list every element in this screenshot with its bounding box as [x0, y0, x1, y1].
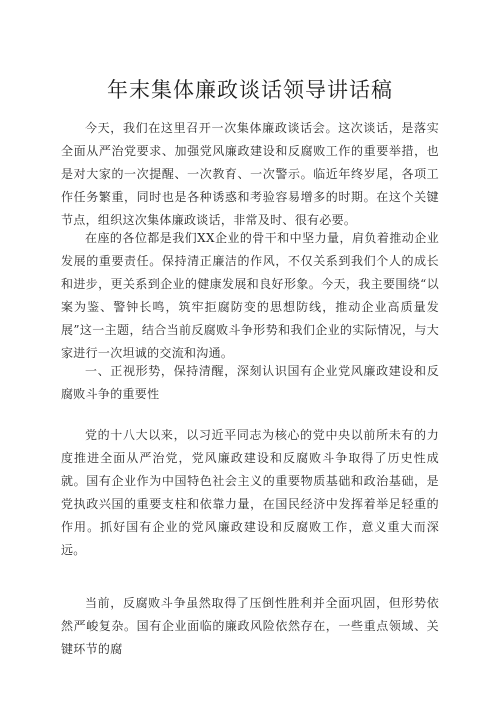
paragraph-intro: 今天，我们在这里召开一次集体廉政谈话会。这次谈话，是落实全面从严治党要求、加强党风廉政建设和反腐败工作的重要举措，也是对大家的一次提醒、一次教育、一次警示。临近年终岁尾，各项工作任务繁重，同时也是各种诱惑和考验容易增多的时期。在这个关键节点，组织这次集体廉政谈话，非常及时、很有必要。: [61, 121, 439, 228]
section-heading-1: 一、正视形势，保持清醒，深刻认识国有企业党风廉政建设和反腐败斗争的重要性: [61, 364, 439, 402]
paragraph-situation: 当前，反腐败斗争虽然取得了压倒性胜利并全面巩固，但形势依然严峻复杂。国有企业面临的廉政风险依然存在，一些重点领域、关键环节的腐: [61, 596, 439, 657]
paragraph-theme: 在座的各位都是我们XX企业的骨干和中坚力量，肩负着推动企业发展的重要责任。保持清正廉洁的作风，不仅关系到我们个人的成长和进步，更关系到企业的健康发展和良好形象。今天，我主要围绕“以案为鉴、警钟长鸣，筑牢拒腐防变的思想防线，推动企业高质量发展”这一主题，结合当前反腐败斗争形势和我们企业的实际情况，与大家进行一次坦诚的交流和沟通。: [61, 231, 439, 361]
paragraph-achievements: 党的十八大以来，以习近平同志为核心的党中央以前所未有的力度推进全面从严治党，党风廉政建设和反腐败斗争取得了历史性成就。国有企业作为中国特色社会主义的重要物质基础和政治基础，是党执政兴国的重要支柱和依靠力量，在国民经济中发挥着举足轻重的作用。抓好国有企业的党风廉政建设和反腐败工作，意义重大而深远。: [61, 428, 439, 558]
document-title: 年末集体廉政谈话领导讲话稿: [107, 78, 393, 102]
